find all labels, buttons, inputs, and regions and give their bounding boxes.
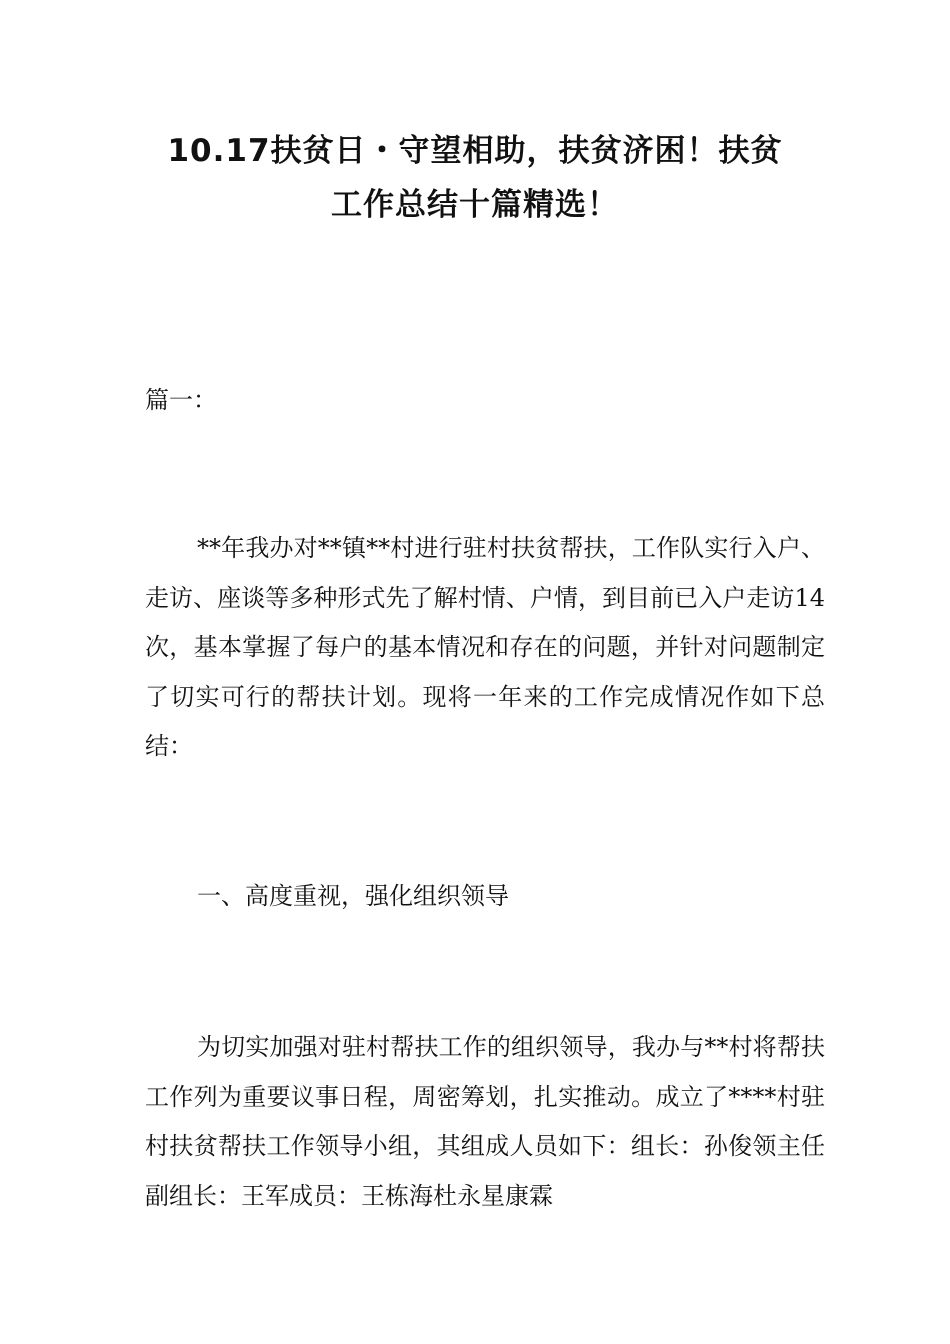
paragraph-intro: **年我办对**镇**村进行驻村扶贫帮扶，工作队实行入户、走访、座谈等多种形式先了解村情、户情，到目前已入户走访14次，基本掌握了每户的基本情况和存在的问题，并针对问题制定了切实可行的帮扶计划。现将一年来的工作完成情况作如下总结：: [145, 534, 825, 760]
section-heading-1: 一、高度重视，强化组织领导: [197, 882, 509, 910]
title-line-1: 10.17扶贫日・守望相助，扶贫济困！扶贫: [167, 133, 783, 169]
document-title: [120, 124, 830, 232]
title-line-2: 工作总结十篇精选！: [331, 187, 619, 223]
paragraph-organization: 为切实加强对驻村帮扶工作的组织领导，我办与**村将帮扶工作列为重要议事日程，周密筹划，扎实推动。成立了****村驻村扶贫帮扶工作领导小组，其组成人员如下：组长：孙俊领主任副组长：王军成员：王栋海杜永星康霖: [145, 1033, 825, 1210]
section-label: 篇一：: [145, 386, 217, 414]
